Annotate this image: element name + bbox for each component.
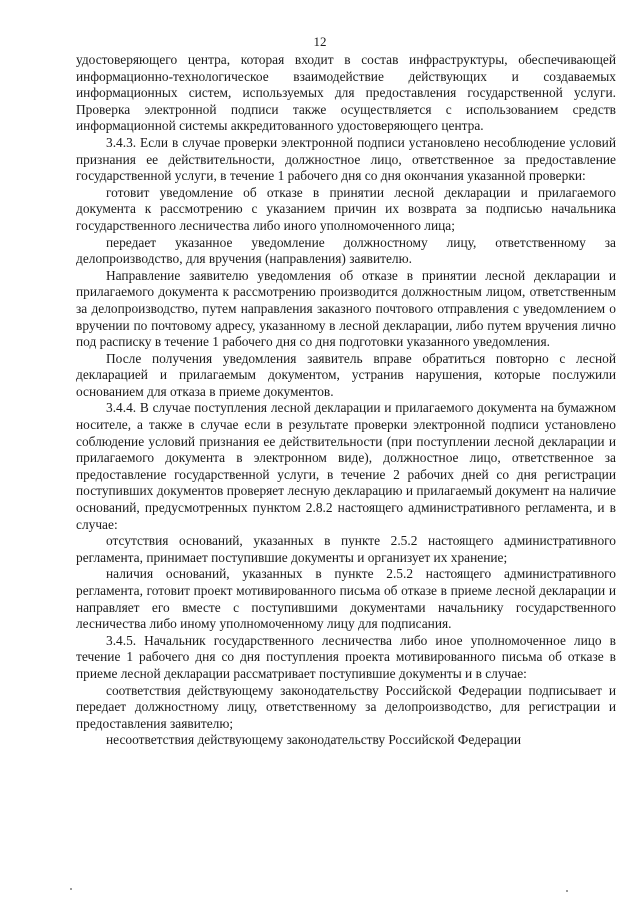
paragraph-9: наличия оснований, указанных в пункте 2.5.2 настоящего административного регламента, готовит проект мотивированного письма об отказе в приеме лесной декларации и направляет его вместе с поступившими документами начальнику государственного лесничества либо иному уполномоченному лицу для подписания. [76, 566, 616, 632]
scan-speck-right [566, 890, 568, 892]
paragraph-2: 3.4.3. Если в случае проверки электронной подписи установлено несоблюдение условий признания ее действительности, должностное лицо, ответственное за предоставление государственной услуги, в течение 1 рабочего дня со дня окончания указанной проверки: [76, 134, 616, 184]
paragraph-8: отсутствия оснований, указанных в пункте 2.5.2 настоящего административного регламента, принимает поступившие документы и организует их хранение; [76, 533, 616, 565]
paragraph-6: После получения уведомления заявитель вправе обратиться повторно с лесной декларацией и прилагаемым документом, устранив нарушения, которые послужили основанием для отказа в приеме документов. [76, 350, 616, 399]
scan-speck-left [70, 888, 72, 890]
paragraph-4: передает указанное уведомление должностному лицу, ответственному за делопроизводство, для вручения (направления) заявителю. [76, 234, 616, 267]
paragraph-3: готовит уведомление об отказе в принятии лесной декларации и прилагаемого документа к рассмотрению с указанием причин их возврата за подписью начальника государственного лесничества либо иного уполномоченного лица; [76, 184, 616, 233]
document-body [76, 52, 616, 749]
paragraph-11: соответствия действующему законодательству Российской Федерации подписывает и передает должностному лицу, ответственному за делопроизводство, для регистрации и предоставления заявителю; [76, 682, 616, 731]
paragraph-7: 3.4.4. В случае поступления лесной декларации и прилагаемого документа на бумажном носителе, а также в случае если в результате проверки электронной подписи установлено соблюдение условий признания ее действительности (при поступлении лесной декларации и прилагаемого документа в электронном виде), должностное лицо, ответственное за предоставление государственной услуги, в течение 2 рабочих дней со дня регистрации поступивших документов проверяет лесную декларацию и прилагаемый документ на наличие оснований, предусмотренных пунктом 2.8.2 настоящего административного регламента, и в случае: [76, 400, 616, 532]
paragraph-10: 3.4.5. Начальник государственного лесничества либо иное уполномоченное лицо в течение 1 рабочего дня со дня поступления проекта мотивированного письма об отказе в приеме лесной декларации рассматривает поступившие документы и в случае: [76, 632, 616, 681]
paragraph-5: Направление заявителю уведомления об отказе в принятии лесной декларации и прилагаемого документа к рассмотрению производится должностным лицом, ответственным за делопроизводство, путем направления заказного почтового отправления с уведомлением о вручении по почтовому адресу, указанному в лесной декларации, либо путем вручения лично под расписку в течение 1 рабочего дня со дня подготовки указанного уведомления. [76, 267, 616, 350]
paragraph-1: удостоверяющего центра, которая входит в состав инфраструктуры, обеспечивающей информационно-технологическое взаимодействие действующих и создаваемых информационных систем, используемых для предоставления государственной услуги. Проверка электронной подписи также осуществляется с использованием средств информационной системы аккредитованного удостоверяющего центра. [76, 52, 616, 134]
paragraph-12: несоответствия действующему законодательству Российской Федерации [106, 732, 522, 748]
page-number: 12 [313, 34, 327, 49]
